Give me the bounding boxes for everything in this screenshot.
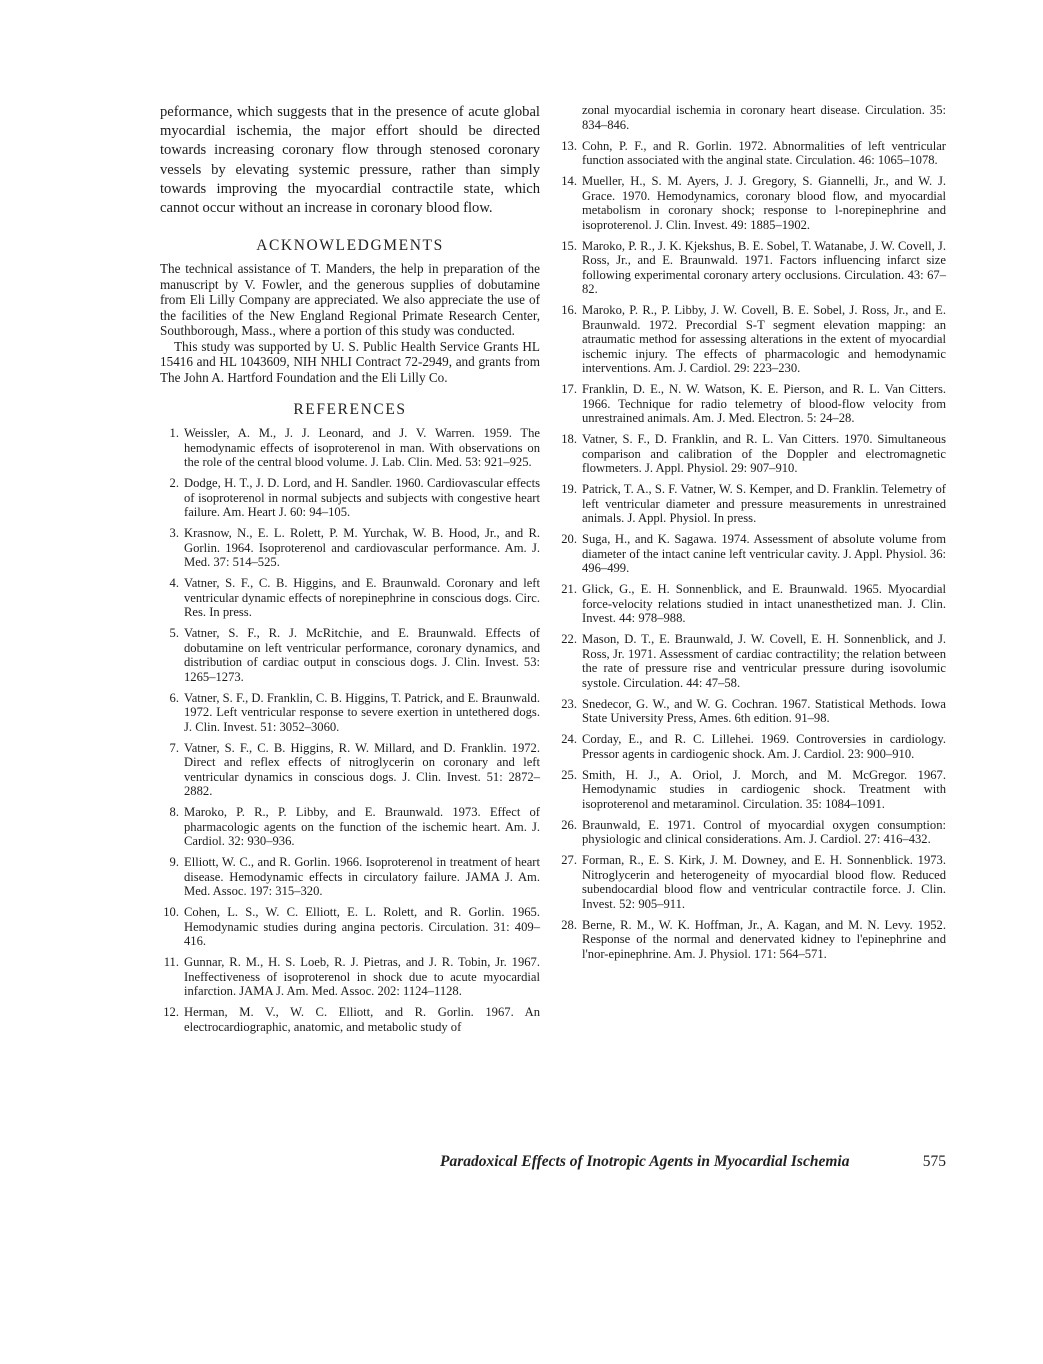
right-column [558, 103, 946, 968]
discussion-paragraph: peformance, which suggests that in the presence of acute global myocardial ischemia, the major effort should be directed towards increasing coronary flow through stenosed coronary vessels by elevating systemic pressure, rather than simply towards improving the myocardial contractile state, which cannot occur without an increase in coronary blood flow. [160, 104, 540, 217]
reference-number: 4. [169, 576, 179, 591]
reference-continuation: zonal myocardial ischemia in coronary heart disease. Circulation. 35: 834–846. [582, 103, 946, 132]
reference-text: Franklin, D. E., N. W. Watson, K. E. Pierson, and R. L. Van Citters. 1966. Technique for radio telemetry of blood-flow velocity from unrestrained animals. Am. J. Med. Electron. 5: 24–28. [582, 382, 946, 425]
reference-text: Snedecor, G. W., and W. G. Cochran. 1967. Statistical Methods. Iowa State University Press, Ames. 6th edition. 91–98. [582, 696, 946, 725]
reference-number: 15. [561, 238, 577, 253]
reference-number: 3. [169, 526, 179, 541]
reference-number: 7. [169, 740, 179, 755]
reference-item [558, 732, 946, 761]
reference-item [558, 853, 946, 911]
reference-number: 17. [561, 382, 577, 396]
reference-item [160, 476, 540, 520]
reference-item [558, 768, 946, 812]
reference-item [160, 426, 540, 470]
reference-item [558, 632, 946, 690]
page-number: 575 [922, 1153, 946, 1170]
reference-text: Smith, H. J., A. Oriol, J. Morch, and M. McGregor. 1967. Hemodynamic studies in cardiogenic shock. Treatment with isoproterenol and metaraminol. Circulation. 35: 1084–1091. [582, 767, 946, 811]
reference-text: Berne, R. M., W. K. Hoffman, Jr., A. Kagan, and M. N. Levy. 1952. Response of the normal and denervated kidney to l'epinephrine and l'nor-epinephrine. Am. J. Physiol. 171: 564–571. [582, 917, 946, 961]
reference-list-left [160, 426, 540, 1034]
reference-item [558, 697, 946, 726]
left-column [160, 103, 540, 1041]
reference-text: Elliott, W. C., and R. Gorlin. 1966. Isoproterenol in treatment of heart disease. Hemodynamic effects in circulatory failure. JAMA J. Am. Med. Assoc. 197: 315–320. [184, 855, 540, 899]
reference-number: 24. [561, 732, 577, 746]
reference-number: 26. [561, 817, 577, 832]
reference-number: 10. [163, 905, 179, 920]
reference-item [558, 582, 946, 626]
reference-text: Mason, D. T., E. Braunwald, J. W. Covell, E. H. Sonnenblick, and J. Ross, Jr. 1971. Assessment of cardiac contractility; the relation between the rate of pressure rise and ventricular pressure during isovolumic systole. Circulation. 44: 47–58. [582, 632, 946, 690]
funding-paragraph: This study was supported by U. S. Public Health Service Grants HL 15416 and HL 1043609, NIH NHLI Contract 72-2949, and grants from The John A. Hartford Foundation and the Eli Lilly Co. [160, 338, 540, 385]
acknowledgments-paragraph: The technical assistance of T. Manders, the help in preparation of the manuscript by V. Fowler, and the generous supplies of dobutamine from Eli Lilly Company are appreciated. We also appreciate the use of the facilities of the New England Regional Primate Research Center, Southborough, Mass., where a portion of this study was conducted. [160, 261, 540, 339]
references-heading: REFERENCES [293, 401, 407, 419]
reference-number: 12. [163, 1005, 179, 1020]
reference-text: Gunnar, R. M., H. S. Loeb, R. J. Pietras, and J. R. Tobin, Jr. 1967. Ineffectiveness of isoproterenol in shock due to acute myocardial infarction. JAMA J. Am. Med. Assoc. 202: 1124–1128. [184, 955, 540, 999]
reference-text: Herman, M. V., W. C. Elliott, and R. Gorlin. 1967. An electrocardiographic, anatomic, and metabolic study of [184, 1005, 540, 1034]
reference-list-right [558, 139, 946, 962]
reference-text: Cohen, L. S., W. C. Elliott, E. L. Rolett, and R. Gorlin. 1965. Hemodynamic studies during angina pectoris. Circulation. 31: 409–416. [184, 905, 540, 949]
reference-number: 8. [169, 805, 179, 820]
reference-item [160, 855, 540, 899]
reference-text: Vatner, S. F., C. B. Higgins, and E. Braunwald. Coronary and left ventricular dynamic effects of norepinephrine in conscious dogs. Circ. Res. In press. [184, 576, 540, 620]
reference-item [160, 905, 540, 949]
reference-number: 20. [561, 532, 577, 546]
reference-number: 1. [169, 426, 179, 441]
reference-item [160, 576, 540, 620]
reference-item [160, 691, 540, 735]
reference-number: 9. [169, 855, 179, 870]
reference-text: Braunwald, E. 1971. Control of myocardial oxygen consumption: physiologic and clinical considerations. Am. J. Cardiol. 27: 416–432. [582, 817, 946, 846]
reference-text: Weissler, A. M., J. J. Leonard, and J. V. Warren. 1959. The hemodynamic effects of isoproterenol in man. With observations on the role of the central blood volume. J. Lab. Clin. Med. 53: 921–925. [184, 426, 540, 470]
reference-number: 28. [561, 917, 577, 932]
reference-item [160, 626, 540, 684]
reference-item [558, 139, 946, 168]
reference-number: 5. [169, 626, 179, 641]
reference-number: 22. [561, 632, 577, 646]
reference-text: Maroko, P. R., P. Libby, and E. Braunwald. 1973. Effect of pharmacologic agents on the function of the ischemic heart. Am. J. Cardiol. 32: 930–936. [184, 805, 540, 849]
reference-number: 16. [561, 303, 577, 317]
running-title: Paradoxical Effects of Inotropic Agents in Myocardial Ischemia [440, 1153, 850, 1170]
reference-item [558, 818, 946, 847]
reference-number: 18. [561, 432, 577, 446]
reference-item [160, 955, 540, 999]
reference-text: Suga, H., and K. Sagawa. 1974. Assessment of absolute volume from diameter of the intact canine left ventricular cavity. J. Appl. Physiol. 36: 496–499. [582, 532, 946, 575]
reference-item [160, 1005, 540, 1034]
reference-text: Forman, R., E. S. Kirk, J. M. Downey, and E. H. Sonnenblick. 1973. Nitroglycerin and heterogeneity of myocardial blood flow. Reduced subendocardial blood flow and ventricular contractile force. J. Clin. Invest. 52: 905–911. [582, 853, 946, 911]
reference-number: 2. [169, 476, 179, 491]
reference-text: Vatner, S. F., D. Franklin, C. B. Higgins, T. Patrick, and E. Braunwald. 1972. Left ventricular response to severe exertion in untethered dogs. J. Clin. Invest. 51: 3052–3060. [184, 690, 540, 734]
reference-number: 25. [561, 767, 577, 782]
reference-item [558, 382, 946, 426]
reference-item [558, 239, 946, 297]
reference-item [558, 432, 946, 476]
reference-item [558, 482, 946, 526]
reference-item [558, 174, 946, 232]
reference-text: Vatner, S. F., D. Franklin, and R. L. Van Citters. 1970. Simultaneous comparison and calibration of the Doppler and electromagnetic flowmeters. J. Appl. Physiol. 29: 907–910. [582, 432, 946, 475]
reference-number: 19. [561, 482, 577, 496]
reference-text: Maroko, P. R., J. K. Kjekshus, B. E. Sobel, T. Watanabe, J. W. Covell, J. Ross, Jr., and E. Braunwald. 1971. Factors influencing infarct size following experimental coronary artery occlusions. Circulation. 43: 67–82. [582, 238, 946, 296]
reference-text: Vatner, S. F., C. B. Higgins, R. W. Millard, and D. Franklin. 1972. Direct and reflex effects of nitroglycerin on coronary and left ventricular dynamics in conscious dogs. J. Clin. Invest. 51: 2872–2882. [184, 740, 540, 799]
reference-number: 6. [169, 690, 179, 705]
reference-number: 14. [561, 174, 577, 188]
reference-text: Patrick, T. A., S. F. Vatner, W. S. Kemper, and D. Franklin. Telemetry of left ventricular diameter and pressure measurements in unrestrained animals. J. Appl. Physiol. In press. [582, 482, 946, 525]
reference-text: Corday, E., and R. C. Lillehei. 1969. Controversies in cardiology. Pressor agents in cardiogenic shock. Am. J. Cardiol. 23: 900–910. [582, 732, 946, 761]
reference-text: Krasnow, N., E. L. Rolett, P. M. Yurchak, W. B. Hood, Jr., and R. Gorlin. 1964. Isoproterenol and cardiovascular performance. Am. J. Med. 37: 514–525. [184, 526, 540, 570]
reference-item [558, 532, 946, 576]
reference-text: Maroko, P. R., P. Libby, J. W. Covell, B. E. Sobel, J. Ross, Jr., and E. Braunwald. 1972. Precordial S-T segment elevation mapping: an atraumatic method for assessing alterations in the extent of myocardial ischemic injury. The effects of pharmacologic and hemodynamic interventions. Am. J. Cardiol. 29: 223–230. [582, 303, 946, 375]
reference-item [558, 303, 946, 376]
acknowledgments-heading: ACKNOWLEDGMENTS [256, 237, 444, 255]
reference-number: 13. [561, 138, 577, 153]
reference-text: Vatner, S. F., R. J. McRitchie, and E. Braunwald. Effects of dobutamine on left ventricular performance, coronary dynamics, and distribution of cardiac output in conscious dogs. J. Clin. Invest. 53: 1265–1273. [184, 626, 540, 684]
reference-text: Glick, G., E. H. Sonnenblick, and E. Braunwald. 1965. Myocardial force-velocity relations studied in intact unanesthetized man. J. Clin. Invest. 44: 978–988. [582, 582, 946, 625]
reference-text: Dodge, H. T., J. D. Lord, and H. Sandler. 1960. Cardiovascular effects of isoproterenol in normal subjects and subjects with congestive heart failure. Am. Heart J. 60: 94–105. [184, 476, 540, 520]
reference-item [160, 741, 540, 799]
reference-item [160, 805, 540, 849]
reference-item [160, 526, 540, 570]
reference-text: Cohn, P. F., and R. Gorlin. 1972. Abnormalities of left ventricular function associated with the anginal state. Circulation. 46: 1065–1078. [582, 138, 946, 167]
reference-item [558, 918, 946, 962]
reference-number: 21. [561, 582, 577, 596]
reference-number: 23. [561, 696, 577, 711]
reference-number: 11. [163, 955, 179, 970]
reference-text: Mueller, H., S. M. Ayers, J. J. Gregory, S. Giannelli, Jr., and W. J. Grace. 1970. Hemodynamics, coronary blood flow, and myocardial metabolism in coronary shock; response to l-norepinephrine and isoproterenol. J. Clin. Invest. 49: 1885–1902. [582, 174, 946, 232]
reference-number: 27. [561, 853, 577, 867]
